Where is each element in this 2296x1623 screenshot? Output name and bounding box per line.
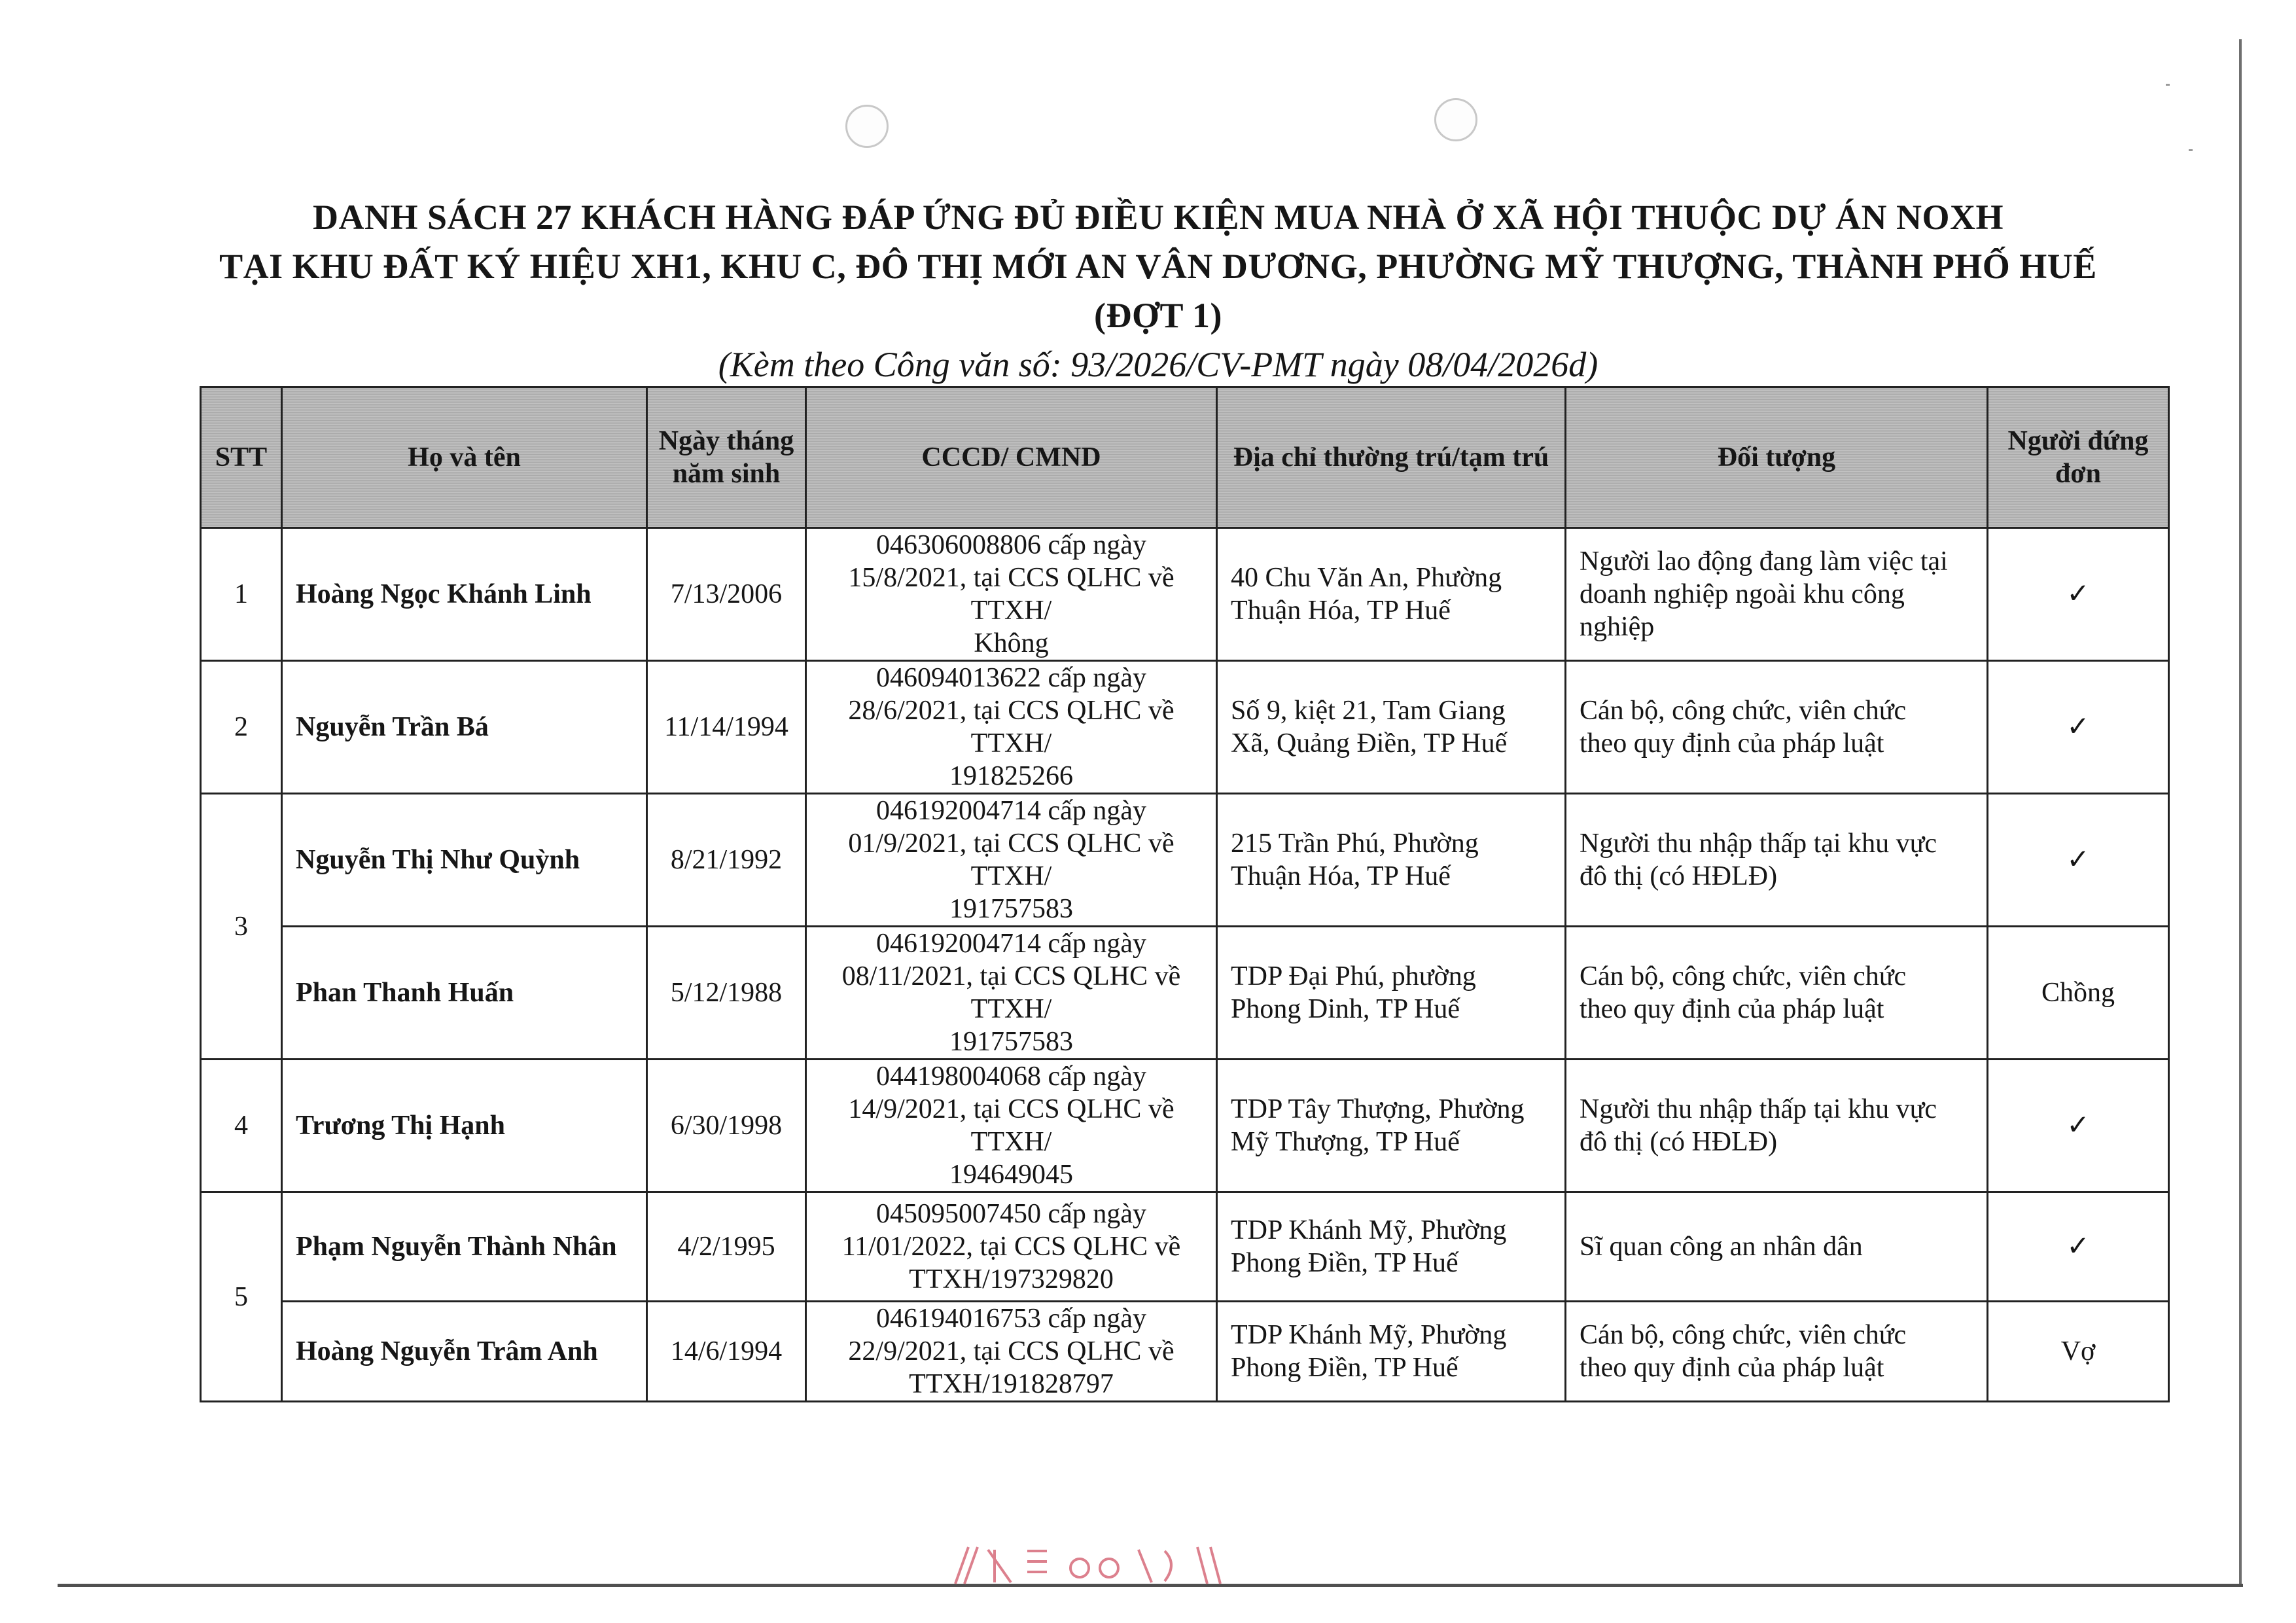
cell-dob: 6/30/1998 bbox=[647, 1060, 806, 1192]
cell-address bbox=[1217, 794, 1566, 927]
address-line: Thuận Hóa, TP Huế bbox=[1231, 596, 1451, 626]
table-header-row bbox=[201, 387, 2169, 528]
address-line: Phong Dinh, TP Huế bbox=[1231, 994, 1460, 1024]
cell-stt: 2 bbox=[201, 661, 282, 794]
title-line: (ĐỢT 1) bbox=[1093, 296, 1222, 335]
cell-applicant: Chồng bbox=[1988, 927, 2169, 1060]
id-line: 08/11/2021, tại CCS QLHC về bbox=[841, 961, 1181, 991]
cell-address bbox=[1217, 1302, 1566, 1402]
document-subtitle: (Kèm theo Công văn số: 93/2026/CV-PMT ngày 08/04/2026d) bbox=[718, 345, 1598, 384]
category-line: đô thị (có HĐLĐ) bbox=[1580, 1127, 1778, 1157]
cell-dob: 4/2/1995 bbox=[647, 1192, 806, 1302]
id-line: TTXH/191828797 bbox=[909, 1369, 1114, 1399]
category-line: Sĩ quan công an nhân dân bbox=[1580, 1232, 1863, 1262]
category-line: Cán bộ, công chức, viên chức bbox=[1580, 1320, 1907, 1350]
id-line: 046192004714 cấp ngày bbox=[876, 929, 1146, 959]
id-line: 046306008806 cấp ngày bbox=[876, 530, 1146, 560]
category-line: Cán bộ, công chức, viên chức bbox=[1580, 961, 1907, 991]
cell-id bbox=[806, 1060, 1217, 1192]
cell-id bbox=[806, 1302, 1217, 1402]
table-row bbox=[201, 794, 2169, 927]
cell-category bbox=[1566, 794, 1988, 927]
address-line: Phong Điền, TP Huế bbox=[1231, 1248, 1458, 1278]
id-line: 044198004068 cấp ngày bbox=[876, 1061, 1146, 1092]
cell-name: Hoàng Nguyễn Trâm Anh bbox=[282, 1302, 647, 1402]
id-line: 22/9/2021, tại CCS QLHC về bbox=[848, 1336, 1174, 1366]
id-line: 191757583 bbox=[949, 894, 1073, 924]
id-line: TTXH/ bbox=[970, 1127, 1052, 1157]
address-line: 40 Chu Văn An, Phường bbox=[1231, 563, 1502, 593]
cell-applicant: Vợ bbox=[1988, 1302, 2169, 1402]
category-line: theo quy định của pháp luật bbox=[1580, 994, 1884, 1024]
cell-category bbox=[1566, 528, 1988, 661]
cell-stt: 3 bbox=[201, 794, 282, 1060]
cell-category bbox=[1566, 1060, 1988, 1192]
cell-address bbox=[1217, 1060, 1566, 1192]
header-name: Họ và tên bbox=[282, 387, 647, 528]
id-line: 046194016753 cấp ngày bbox=[876, 1304, 1146, 1334]
category-line: Cán bộ, công chức, viên chức bbox=[1580, 696, 1907, 726]
category-line: Người thu nhập thấp tại khu vực bbox=[1580, 1094, 1937, 1124]
cell-address bbox=[1217, 1192, 1566, 1302]
cell-applicant: ✓ bbox=[1988, 1060, 2169, 1192]
id-line: Không bbox=[974, 628, 1049, 658]
id-line: 11/01/2022, tại CCS QLHC về bbox=[841, 1232, 1181, 1262]
id-line: TTXH/ bbox=[970, 596, 1052, 626]
id-line: TTXH/ bbox=[970, 861, 1052, 891]
id-line: 046094013622 cấp ngày bbox=[876, 663, 1146, 693]
document-title bbox=[98, 193, 2218, 389]
id-line: TTXH/ bbox=[970, 728, 1052, 758]
cell-name: Phạm Nguyễn Thành Nhân bbox=[282, 1192, 647, 1302]
table-row bbox=[201, 927, 2169, 1060]
customer-table bbox=[200, 386, 2170, 1402]
cell-name: Phan Thanh Huấn bbox=[282, 927, 647, 1060]
cell-applicant: ✓ bbox=[1988, 661, 2169, 794]
address-line: Phong Điền, TP Huế bbox=[1231, 1353, 1458, 1383]
address-line: Thuận Hóa, TP Huế bbox=[1231, 861, 1451, 891]
id-line: 191825266 bbox=[949, 761, 1073, 791]
cell-applicant: ✓ bbox=[1988, 1192, 2169, 1302]
seal-stamp-fragment bbox=[949, 1544, 1224, 1586]
scan-speck bbox=[2166, 84, 2170, 86]
cell-dob: 7/13/2006 bbox=[647, 528, 806, 661]
header-id: CCCD/ CMND bbox=[806, 387, 1217, 528]
cell-stt: 1 bbox=[201, 528, 282, 661]
cell-id bbox=[806, 927, 1217, 1060]
punch-hole-left bbox=[845, 105, 889, 148]
title-line: TẠI KHU ĐẤT KÝ HIỆU XH1, KHU C, ĐÔ THỊ MỚI AN VÂN DƯƠNG, PHƯỜNG MỸ THƯỢNG, THÀNH PHỐ HUẾ bbox=[219, 247, 2097, 286]
cell-applicant: ✓ bbox=[1988, 794, 2169, 927]
cell-category bbox=[1566, 927, 1988, 1060]
cell-stt: 4 bbox=[201, 1060, 282, 1192]
id-line: TTXH/197329820 bbox=[909, 1264, 1114, 1294]
header-address: Địa chỉ thường trú/tạm trú bbox=[1217, 387, 1566, 528]
category-line: nghiệp bbox=[1580, 612, 1655, 642]
scan-margin bbox=[0, 0, 2296, 31]
address-line: TDP Đại Phú, phường bbox=[1231, 961, 1476, 991]
address-line: Xã, Quảng Điền, TP Huế bbox=[1231, 728, 1508, 758]
table-row bbox=[201, 1192, 2169, 1302]
cell-id bbox=[806, 794, 1217, 927]
cell-applicant: ✓ bbox=[1988, 528, 2169, 661]
table-row bbox=[201, 1060, 2169, 1192]
scan-speck bbox=[2189, 149, 2193, 151]
header-category: Đối tượng bbox=[1566, 387, 1988, 528]
cell-id bbox=[806, 661, 1217, 794]
cell-category bbox=[1566, 1192, 1988, 1302]
header-dob: Ngày tháng năm sinh bbox=[647, 387, 806, 528]
cell-dob: 8/21/1992 bbox=[647, 794, 806, 927]
id-line: 045095007450 cấp ngày bbox=[876, 1199, 1146, 1229]
id-line: TTXH/ bbox=[970, 994, 1052, 1024]
address-line: TDP Khánh Mỹ, Phường bbox=[1231, 1320, 1507, 1350]
cell-category bbox=[1566, 1302, 1988, 1402]
category-line: theo quy định của pháp luật bbox=[1580, 728, 1884, 758]
id-line: 046192004714 cấp ngày bbox=[876, 796, 1146, 826]
address-line: Mỹ Thượng, TP Huế bbox=[1231, 1127, 1460, 1157]
address-line: TDP Tây Thượng, Phường bbox=[1231, 1094, 1525, 1124]
id-line: 01/9/2021, tại CCS QLHC về bbox=[848, 829, 1174, 859]
table-row bbox=[201, 661, 2169, 794]
cell-name: Nguyễn Trần Bá bbox=[282, 661, 647, 794]
cell-name: Hoàng Ngọc Khánh Linh bbox=[282, 528, 647, 661]
address-line: Số 9, kiệt 21, Tam Giang bbox=[1231, 696, 1506, 726]
table-row bbox=[201, 528, 2169, 661]
cell-dob: 11/14/1994 bbox=[647, 661, 806, 794]
id-line: 191757583 bbox=[949, 1027, 1073, 1057]
category-line: doanh nghiệp ngoài khu công bbox=[1580, 579, 1905, 609]
category-line: theo quy định của pháp luật bbox=[1580, 1353, 1884, 1383]
cell-name: Trương Thị Hạnh bbox=[282, 1060, 647, 1192]
category-line: đô thị (có HĐLĐ) bbox=[1580, 861, 1778, 891]
cell-id bbox=[806, 1192, 1217, 1302]
category-line: Người lao động đang làm việc tại bbox=[1580, 546, 1948, 577]
title-line: DANH SÁCH 27 KHÁCH HÀNG ĐÁP ỨNG ĐỦ ĐIỀU KIỆN MUA NHÀ Ở XÃ HỘI THUỘC DỰ ÁN NOXH bbox=[312, 198, 2004, 237]
id-line: 15/8/2021, tại CCS QLHC về bbox=[848, 563, 1174, 593]
seal-stamp-icon bbox=[949, 1544, 1224, 1586]
scan-edge-line-right bbox=[2239, 39, 2242, 1584]
header-applicant: Người đứng đơn bbox=[1988, 387, 2169, 528]
id-line: 28/6/2021, tại CCS QLHC về bbox=[848, 696, 1174, 726]
cell-dob: 5/12/1988 bbox=[647, 927, 806, 1060]
cell-address bbox=[1217, 927, 1566, 1060]
id-line: 194649045 bbox=[949, 1160, 1073, 1190]
cell-stt: 5 bbox=[201, 1192, 282, 1402]
cell-address bbox=[1217, 661, 1566, 794]
cell-category bbox=[1566, 661, 1988, 794]
cell-dob: 14/6/1994 bbox=[647, 1302, 806, 1402]
cell-name: Nguyễn Thị Như Quỳnh bbox=[282, 794, 647, 927]
punch-hole-right bbox=[1434, 98, 1477, 141]
address-line: TDP Khánh Mỹ, Phường bbox=[1231, 1215, 1507, 1245]
cell-address bbox=[1217, 528, 1566, 661]
address-line: 215 Trần Phú, Phường bbox=[1231, 829, 1479, 859]
header-stt: STT bbox=[201, 387, 282, 528]
category-line: Người thu nhập thấp tại khu vực bbox=[1580, 829, 1937, 859]
cell-id bbox=[806, 528, 1217, 661]
id-line: 14/9/2021, tại CCS QLHC về bbox=[848, 1094, 1174, 1124]
table-row bbox=[201, 1302, 2169, 1402]
